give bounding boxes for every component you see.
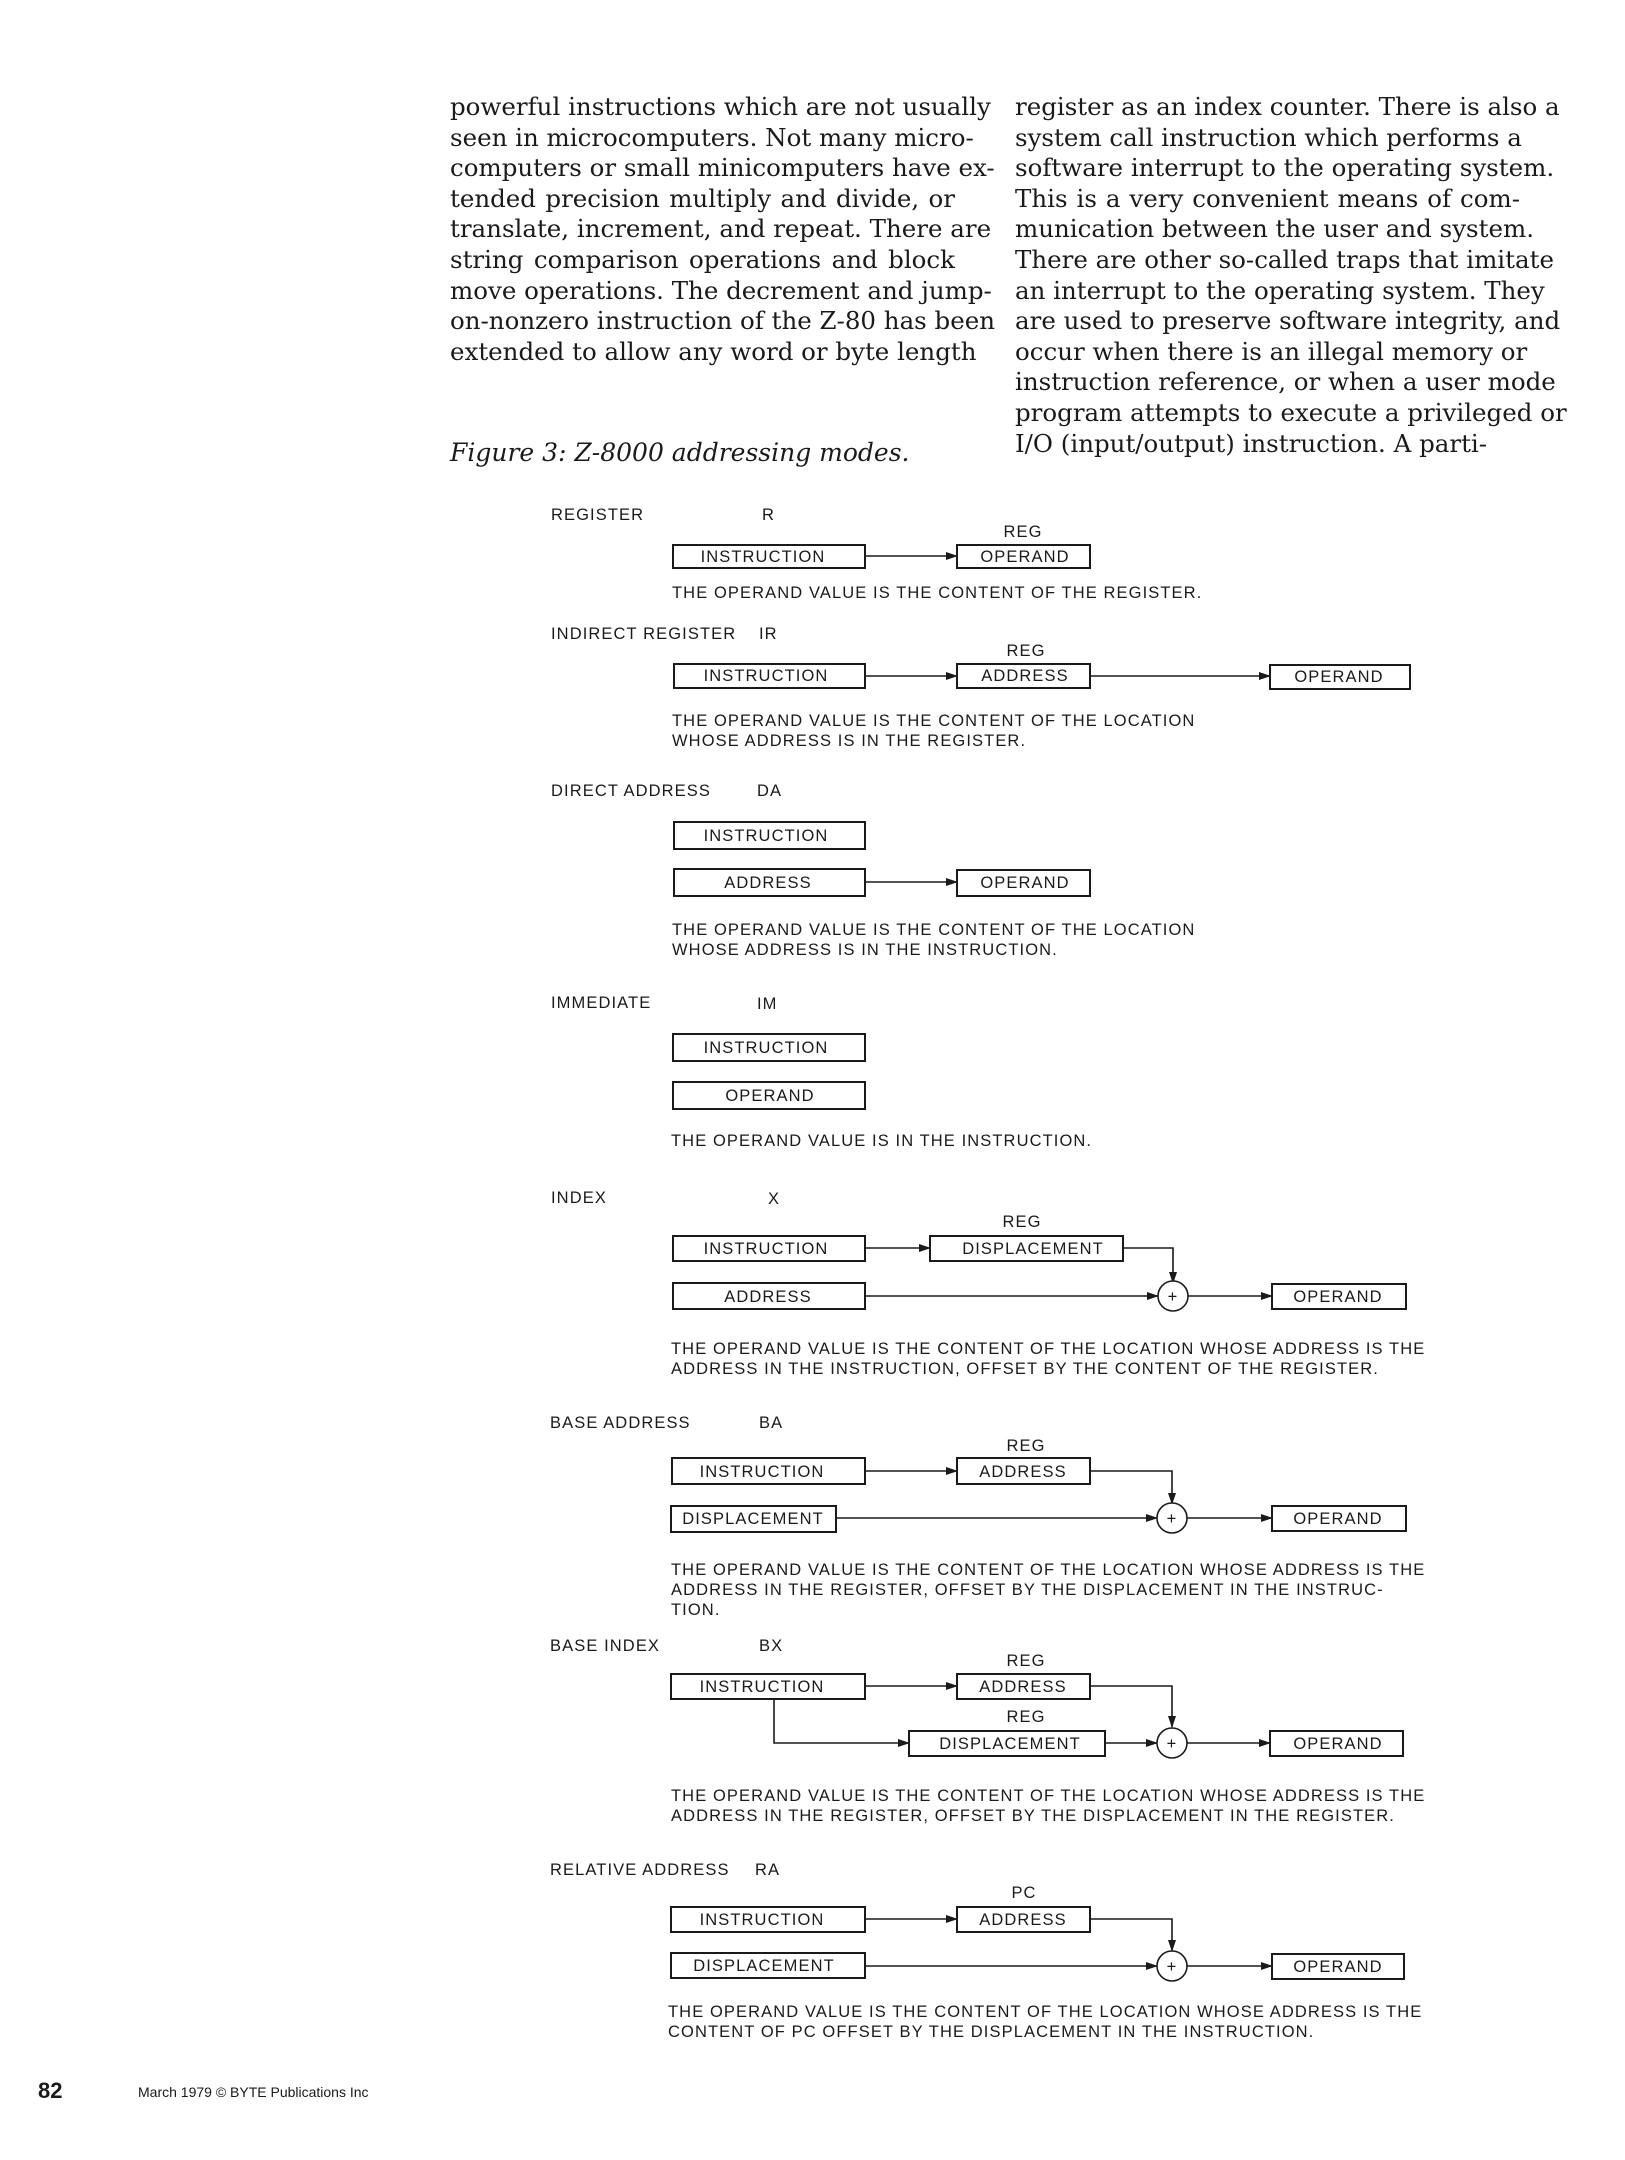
mode-description: THE OPERAND VALUE IS THE CONTENT OF THE LOCATION WHOSE ADDRESS IS THE xyxy=(671,1787,1426,1805)
mode-code: BX xyxy=(759,1637,784,1655)
register-label: REG xyxy=(1006,1652,1046,1670)
body-text-line: register as an index counter. There is also a xyxy=(1015,92,1560,121)
displacement-label: DISPLACEMENT xyxy=(962,1240,1104,1258)
mode-code: IR xyxy=(759,625,778,643)
mode-code: DA xyxy=(757,782,783,800)
instruction-label: INSTRUCTION xyxy=(699,1911,825,1929)
body-text-line: an interrupt to the operating system. They xyxy=(1015,275,1545,305)
operand-label: OPERAND xyxy=(725,1087,815,1105)
body-text-line: seen in microcomputers. Not many micro- xyxy=(450,122,974,152)
operand-label: OPERAND xyxy=(1293,1958,1383,1976)
plus-sign: + xyxy=(1167,1288,1179,1306)
body-text-line: are used to preserve software integrity, and xyxy=(1015,306,1561,336)
mode-description: TION. xyxy=(671,1601,721,1619)
mode-description: WHOSE ADDRESS IS IN THE REGISTER. xyxy=(672,732,1027,750)
arrow xyxy=(1090,1919,1172,1951)
mode-description: ADDRESS IN THE REGISTER, OFFSET BY THE DISPLACEMENT IN THE REGISTER. xyxy=(671,1807,1395,1825)
mode-relative-address xyxy=(550,1861,1422,2041)
address-label: ADDRESS xyxy=(979,1463,1067,1481)
mode-description: ADDRESS IN THE INSTRUCTION, OFFSET BY THE CONTENT OF THE REGISTER. xyxy=(671,1360,1379,1378)
displacement-label: DISPLACEMENT xyxy=(939,1735,1081,1753)
plus-sign: + xyxy=(1166,1958,1178,1976)
figure-caption: Figure 3: Z-8000 addressing modes. xyxy=(450,438,910,467)
mode-code: BA xyxy=(759,1414,784,1432)
operand-label: OPERAND xyxy=(1293,1735,1383,1753)
mode-name: REGISTER xyxy=(551,506,645,524)
address-label: ADDRESS xyxy=(724,1288,812,1306)
mode-direct-address xyxy=(551,782,1195,959)
instruction-label: INSTRUCTION xyxy=(703,1039,829,1057)
body-text-line: tended precision multiply and divide, or xyxy=(450,183,955,213)
mode-description: WHOSE ADDRESS IS IN THE INSTRUCTION. xyxy=(672,941,1058,959)
register-label: PC xyxy=(1011,1884,1037,1902)
body-text-line: instruction reference, or when a user mode xyxy=(1015,367,1556,397)
mode-code: R xyxy=(762,506,776,524)
arrow xyxy=(1090,1471,1172,1504)
displacement-label: DISPLACEMENT xyxy=(693,1957,835,1975)
register-label: REG xyxy=(1006,1437,1046,1455)
displacement-label: DISPLACEMENT xyxy=(682,1510,824,1528)
mode-code: IM xyxy=(757,995,778,1013)
mode-description: THE OPERAND VALUE IS THE CONTENT OF THE LOCATION WHOSE ADDRESS IS THE xyxy=(671,1561,1426,1579)
instruction-label: INSTRUCTION xyxy=(699,1678,825,1696)
plus-sign: + xyxy=(1166,1735,1178,1753)
arrow xyxy=(1090,1686,1172,1727)
mode-indirect-register xyxy=(551,625,1410,750)
mode-description: THE OPERAND VALUE IS IN THE INSTRUCTION. xyxy=(671,1132,1093,1150)
body-text-line: extended to allow any word or byte length xyxy=(450,336,977,366)
instruction-label: INSTRUCTION xyxy=(699,1463,825,1481)
operand-label: OPERAND xyxy=(980,548,1070,566)
operand-label: OPERAND xyxy=(1293,1510,1383,1528)
instruction-label: INSTRUCTION xyxy=(700,548,826,566)
mode-description: ADDRESS IN THE REGISTER, OFFSET BY THE DISPLACEMENT IN THE INSTRUC- xyxy=(671,1581,1384,1599)
mode-name: DIRECT ADDRESS xyxy=(551,782,711,800)
address-label: ADDRESS xyxy=(979,1678,1067,1696)
mode-name: RELATIVE ADDRESS xyxy=(550,1861,730,1879)
body-text-line: This is a very convenient means of com- xyxy=(1015,183,1520,213)
mode-index xyxy=(551,1189,1425,1378)
mode-description: CONTENT OF PC OFFSET BY THE DISPLACEMENT IN THE INSTRUCTION. xyxy=(668,2023,1315,2041)
mode-code: RA xyxy=(755,1861,781,1879)
register-label: REG xyxy=(1006,642,1046,660)
register-label: REG xyxy=(1006,1708,1046,1726)
body-text-line: on-nonzero instruction of the Z-80 has been xyxy=(450,306,996,336)
body-text-line: There are other so-called traps that imitate xyxy=(1015,244,1554,274)
mode-register xyxy=(551,506,1202,602)
body-text-line: I/O (input/output) instruction. A parti- xyxy=(1015,428,1488,458)
body-text-line: move operations. The decrement and jump- xyxy=(450,275,992,305)
mode-description: THE OPERAND VALUE IS THE CONTENT OF THE REGISTER. xyxy=(672,584,1203,602)
body-text-line: translate, increment, and repeat. There are xyxy=(450,214,992,244)
mode-name: INDEX xyxy=(551,1189,607,1207)
instruction-label: INSTRUCTION xyxy=(703,827,829,845)
register-label: REG xyxy=(1002,1213,1042,1231)
arrow xyxy=(774,1699,909,1743)
operand-label: OPERAND xyxy=(1293,1288,1383,1306)
body-text-line: occur when there is an illegal memory or xyxy=(1015,336,1528,366)
mode-base-index xyxy=(550,1637,1425,1825)
mode-name: BASE INDEX xyxy=(550,1637,661,1655)
page-number: 82 xyxy=(38,2078,63,2103)
address-label: ADDRESS xyxy=(981,667,1069,685)
body-text-line: munication between the user and system. xyxy=(1015,214,1534,244)
instruction-label: INSTRUCTION xyxy=(703,1240,829,1258)
plus-sign: + xyxy=(1166,1510,1178,1528)
mode-description: THE OPERAND VALUE IS THE CONTENT OF THE LOCATION WHOSE ADDRESS IS THE xyxy=(671,1340,1426,1358)
instruction-label: INSTRUCTION xyxy=(703,667,829,685)
mode-base-address xyxy=(550,1414,1425,1619)
mode-description: THE OPERAND VALUE IS THE CONTENT OF THE LOCATION xyxy=(672,921,1196,939)
register-label: REG xyxy=(1003,523,1043,541)
address-label: ADDRESS xyxy=(979,1911,1067,1929)
mode-description: THE OPERAND VALUE IS THE CONTENT OF THE LOCATION WHOSE ADDRESS IS THE xyxy=(668,2003,1423,2021)
publication-line: March 1979 © BYTE Publications Inc xyxy=(138,2084,369,2100)
body-text-line: program attempts to execute a privileged or xyxy=(1015,397,1567,427)
body-text-line: powerful instructions which are not usually xyxy=(450,92,991,121)
mode-name: IMMEDIATE xyxy=(551,994,652,1012)
address-label: ADDRESS xyxy=(724,874,812,892)
operand-label: OPERAND xyxy=(1294,668,1384,686)
body-text-line: software interrupt to the operating system. xyxy=(1015,153,1555,183)
body-text-line: string comparison operations and block xyxy=(450,244,955,274)
body-text-line: computers or small minicomputers have ex- xyxy=(450,153,995,183)
arrow xyxy=(1123,1248,1173,1283)
mode-immediate xyxy=(551,994,1092,1150)
mode-name: INDIRECT REGISTER xyxy=(551,625,737,643)
mode-code: X xyxy=(768,1190,781,1208)
body-text-line: system call instruction which performs a xyxy=(1015,122,1522,152)
mode-name: BASE ADDRESS xyxy=(550,1414,691,1432)
operand-label: OPERAND xyxy=(980,874,1070,892)
mode-description: THE OPERAND VALUE IS THE CONTENT OF THE LOCATION xyxy=(672,712,1196,730)
